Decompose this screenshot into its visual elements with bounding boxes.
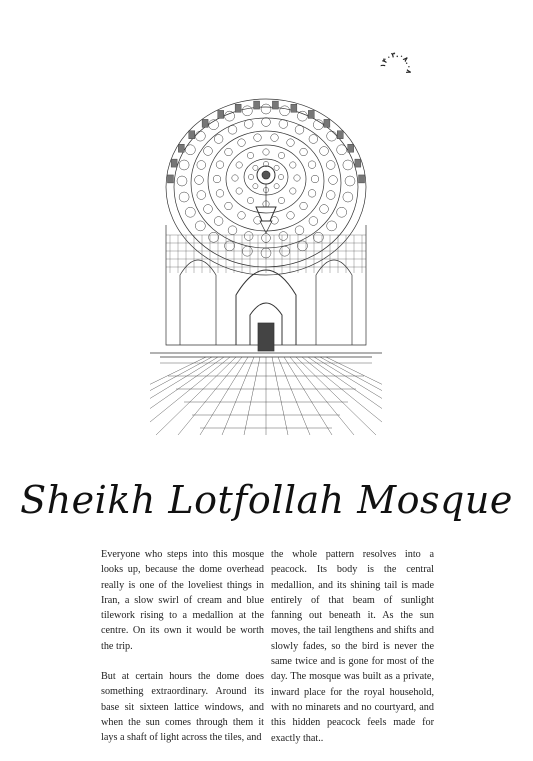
- body-column-right: [271, 547, 434, 761]
- page-title: Sheikh Lotfollah Mosque: [20, 478, 513, 522]
- paragraph: Everyone who steps into this mosque looks up, because the dome overhead really is one of the loveliest things in Iran, a slow swirl of cream and blue tilework rising to a medallion at the centre. On its own it would be worth the trip.: [101, 549, 264, 652]
- paragraph: the whole pattern resolves into a peacock. Its body is the central medallion, and its shining tail is made entirely of that beam of sunlight fanning out beneath it. As the sun moves, the tail lengthens and shifts and slowly fades, so the bird is never the same twice and is gone for most of the day. The mosque was built as a private, inward place for the royal household, with no minarets and no courtyard, and this hidden peacock feels made for exactly that..: [271, 549, 434, 744]
- svg-text:۱۴۰۳.۰۸.۰۸: ۱۴۰۳.۰۸.۰۸: [379, 51, 413, 75]
- paragraph: But at certain hours the dome does something extraordinary. Around its base sit sixteen lattice windows, and when the sun comes through them it lays a shaft of light across the tiles, and: [101, 671, 264, 744]
- mosque-dome-illustration: [150, 95, 382, 447]
- date-stamp: [379, 51, 413, 85]
- body-column-left: [101, 547, 264, 761]
